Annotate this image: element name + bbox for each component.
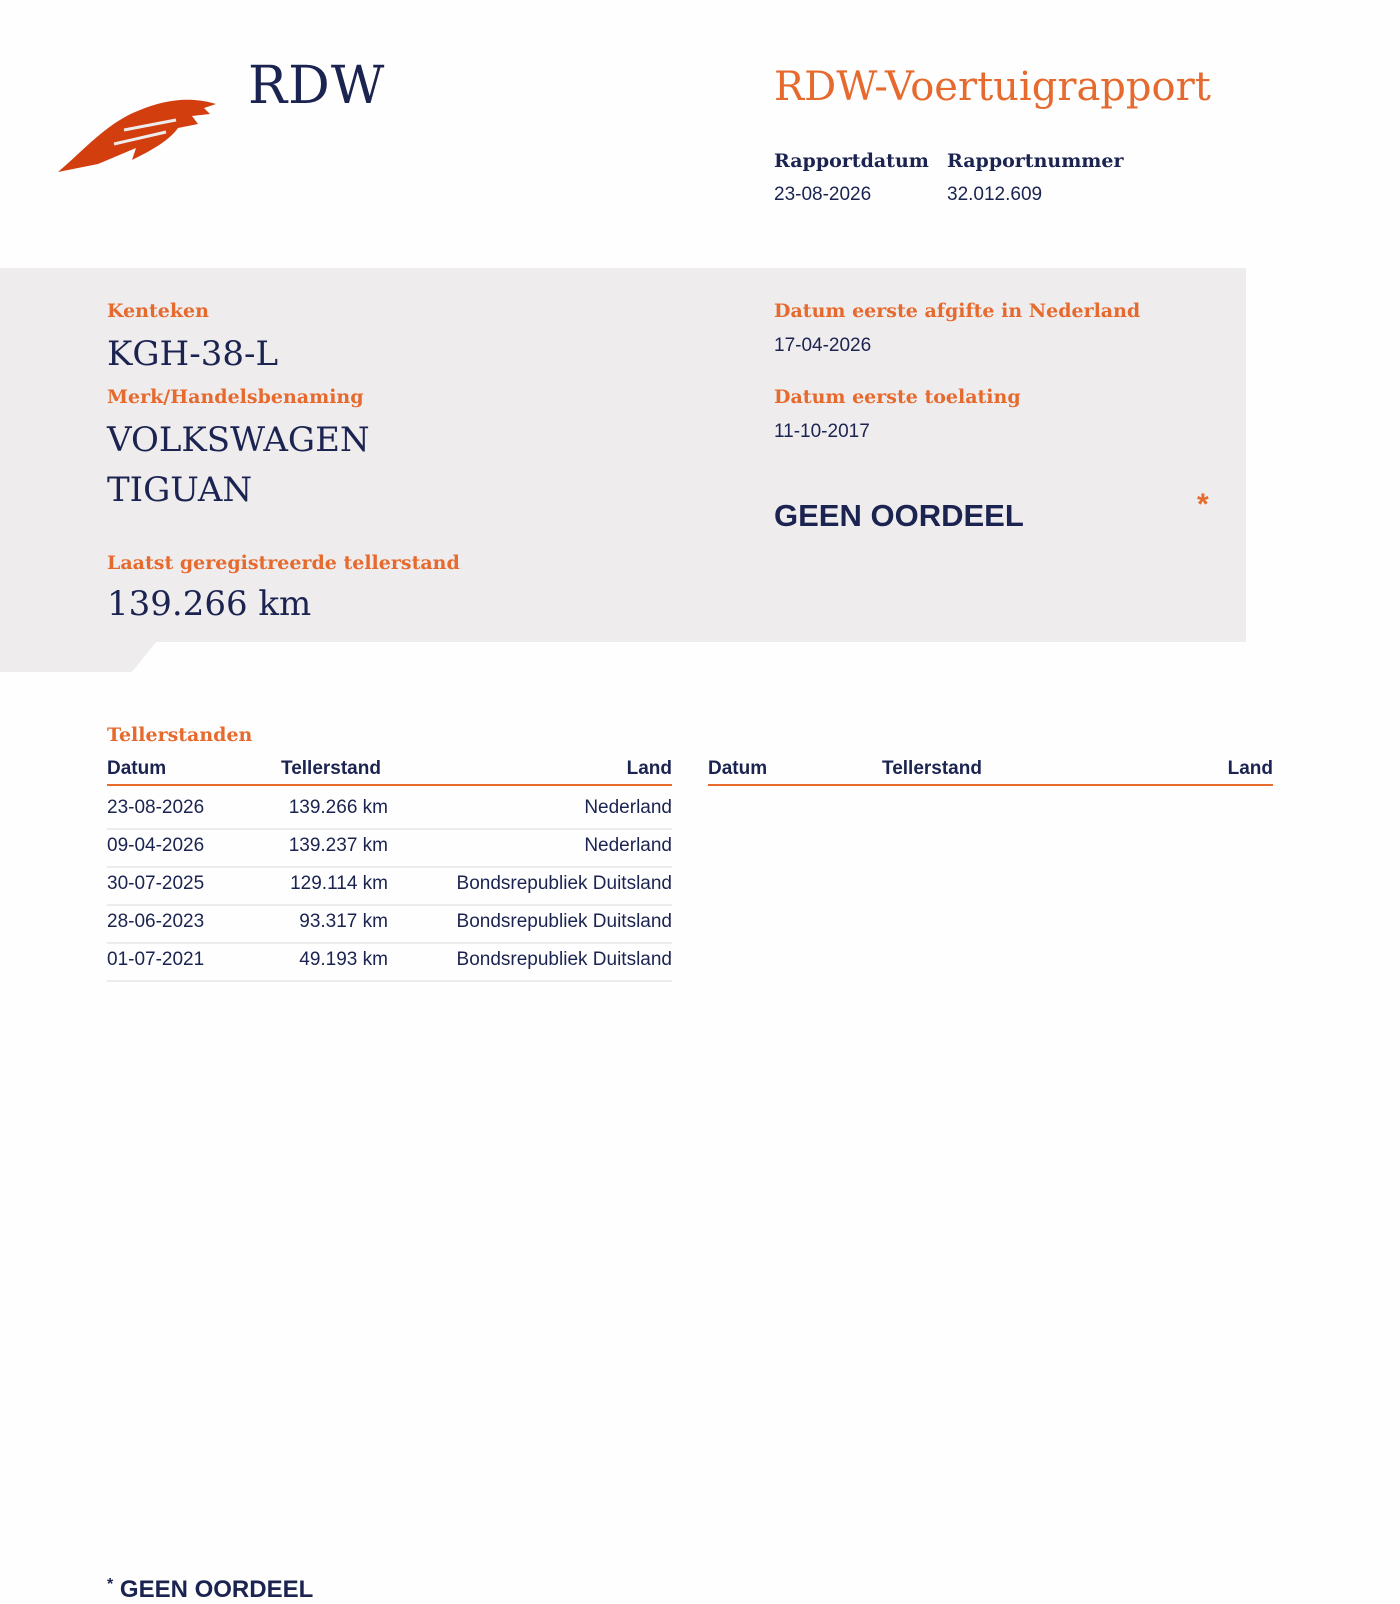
rdw-logo-icon <box>58 86 222 176</box>
row-odometer: 139.237 km <box>288 835 388 856</box>
make-label: Merk/Handelsbenaming <box>107 386 364 408</box>
report-title: RDW-Voertuigrapport <box>774 64 1211 110</box>
report-date-label: Rapportdatum <box>774 150 929 172</box>
column-date: Datum <box>708 758 768 779</box>
row-date: 09-04-2026 <box>107 835 205 856</box>
readings-title: Tellerstanden <box>107 724 253 746</box>
footnote-marker: * <box>107 1576 114 1593</box>
table-row <box>107 868 672 906</box>
first-issue-nl-label: Datum eerste afgifte in Nederland <box>774 300 1141 322</box>
readings-table-right <box>708 758 1273 786</box>
model-value: TIGUAN <box>107 470 253 510</box>
plate-value: KGH-38-L <box>107 334 279 374</box>
column-odometer: Tellerstand <box>882 758 982 779</box>
table-row <box>107 792 672 830</box>
first-issue-nl-value: 17-04-2026 <box>774 335 872 356</box>
footnote-text: GEEN OORDEEL <box>119 1576 314 1603</box>
row-country: Bondsrepubliek Duitsland <box>456 911 672 932</box>
table-row <box>107 830 672 868</box>
table-row <box>107 906 672 944</box>
readings-table-left <box>107 758 672 982</box>
row-odometer: 129.114 km <box>290 873 388 894</box>
column-odometer: Tellerstand <box>281 758 381 779</box>
odometer-label: Laatst geregistreerde tellerstand <box>107 552 460 574</box>
row-country: Bondsrepubliek Duitsland <box>456 949 672 970</box>
report-number: 32.012.609 <box>947 184 1043 205</box>
verdict-marker: * <box>1197 488 1209 521</box>
summary-panel-tab <box>0 641 157 672</box>
footnote <box>107 1576 313 1604</box>
row-odometer: 93.317 km <box>299 911 388 932</box>
first-admission-label: Datum eerste toelating <box>774 386 1021 408</box>
make-value: VOLKSWAGEN <box>107 420 370 460</box>
row-country: Nederland <box>584 797 672 818</box>
report-date: 23-08-2026 <box>774 184 872 205</box>
row-date: 23-08-2026 <box>107 797 205 818</box>
table-header <box>107 758 672 786</box>
column-country: Land <box>1227 758 1273 779</box>
table-header <box>708 758 1273 786</box>
row-date: 28-06-2023 <box>107 911 205 932</box>
row-country: Nederland <box>584 835 672 856</box>
logo-text: RDW <box>248 56 386 116</box>
verdict: GEEN OORDEEL <box>774 498 1024 533</box>
first-admission-value: 11-10-2017 <box>774 421 870 442</box>
report-number-label: Rapportnummer <box>947 150 1124 172</box>
table-row <box>107 944 672 982</box>
row-date: 30-07-2025 <box>107 873 205 894</box>
row-odometer: 139.266 km <box>288 797 388 818</box>
column-date: Datum <box>107 758 167 779</box>
odometer-value: 139.266 km <box>107 584 312 624</box>
row-odometer: 49.193 km <box>299 949 388 970</box>
row-date: 01-07-2021 <box>107 949 205 970</box>
plate-label: Kenteken <box>107 300 209 322</box>
row-country: Bondsrepubliek Duitsland <box>456 873 672 894</box>
column-country: Land <box>626 758 672 779</box>
